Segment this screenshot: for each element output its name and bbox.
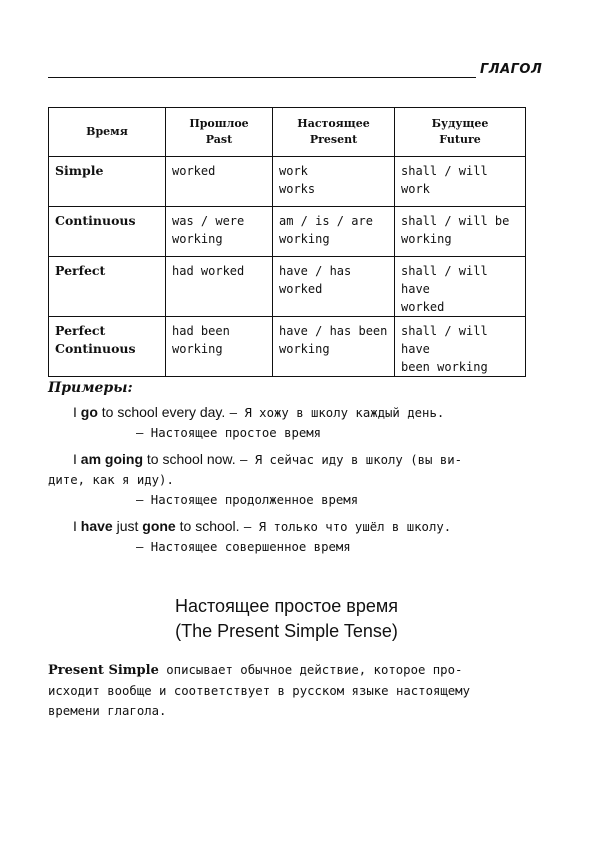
future-cell: shall / will have been working xyxy=(395,317,526,377)
example-russian: — Я хожу в школу каждый день. xyxy=(229,406,445,420)
example-russian: — Я сейчас иду в школу (вы ви- xyxy=(239,453,463,467)
header-present: Настоящее Present xyxy=(273,108,395,157)
paragraph-line: Present Simple описывает обычное действие, которое про- xyxy=(48,663,463,678)
tense-name-cell: Perfect Continuous xyxy=(49,317,166,377)
paragraph-term: Present Simple xyxy=(48,663,159,678)
present-cell: work works xyxy=(273,157,395,207)
section-title-en: (The Present Simple Tense) xyxy=(175,621,398,641)
example-sentence xyxy=(48,516,528,537)
future-cell: shall / will be working xyxy=(395,207,526,257)
tense-name-cell: Simple xyxy=(49,157,166,207)
running-head: ГЛАГОЛ xyxy=(480,62,543,77)
header-future: Будущее Future xyxy=(395,108,526,157)
example-sentence xyxy=(48,449,528,470)
example-item xyxy=(48,449,528,510)
paragraph-line: исходит вообще и соответствует в русском языке настоящему xyxy=(48,684,470,698)
body-paragraph xyxy=(48,660,525,721)
present-cell: am / is / are working xyxy=(273,207,395,257)
example-english: I go to school every day. xyxy=(73,404,226,420)
tenses-table xyxy=(48,107,526,377)
table-row xyxy=(49,317,526,377)
past-cell: had been working xyxy=(166,317,273,377)
table-row xyxy=(49,207,526,257)
example-russian: — Я только что ушёл в школу. xyxy=(243,520,452,534)
example-english: I am going to school now. xyxy=(73,451,236,467)
present-cell: have / has worked xyxy=(273,257,395,317)
past-cell: worked xyxy=(166,157,273,207)
section-title xyxy=(48,594,525,644)
past-cell: was / were working xyxy=(166,207,273,257)
present-cell: have / has been working xyxy=(273,317,395,377)
examples-block xyxy=(48,380,528,563)
example-english: I have just gone to school. xyxy=(73,518,240,534)
example-tense-note: – Настоящее совершенное время xyxy=(136,540,351,554)
table-row xyxy=(49,257,526,317)
table-row xyxy=(49,157,526,207)
section-title-ru: Настоящее простое время xyxy=(175,596,398,616)
example-tense-note: – Настоящее продолженное время xyxy=(136,493,359,507)
paragraph-line: времени глагола. xyxy=(48,704,167,718)
example-item xyxy=(48,402,528,443)
example-item xyxy=(48,516,528,557)
tense-name-cell: Continuous xyxy=(49,207,166,257)
tense-name-cell: Perfect xyxy=(49,257,166,317)
header-past: Прошлое Past xyxy=(166,108,273,157)
header-rule xyxy=(48,77,476,78)
example-sentence xyxy=(48,402,528,423)
header-tense: Время xyxy=(49,108,166,157)
table-header-row xyxy=(49,108,526,157)
examples-label: Примеры: xyxy=(48,380,133,396)
past-cell: had worked xyxy=(166,257,273,317)
future-cell: shall / will work xyxy=(395,157,526,207)
future-cell: shall / will have worked xyxy=(395,257,526,317)
example-russian-continued: дите, как я иду). xyxy=(48,473,174,487)
example-tense-note: – Настоящее простое время xyxy=(136,426,322,440)
